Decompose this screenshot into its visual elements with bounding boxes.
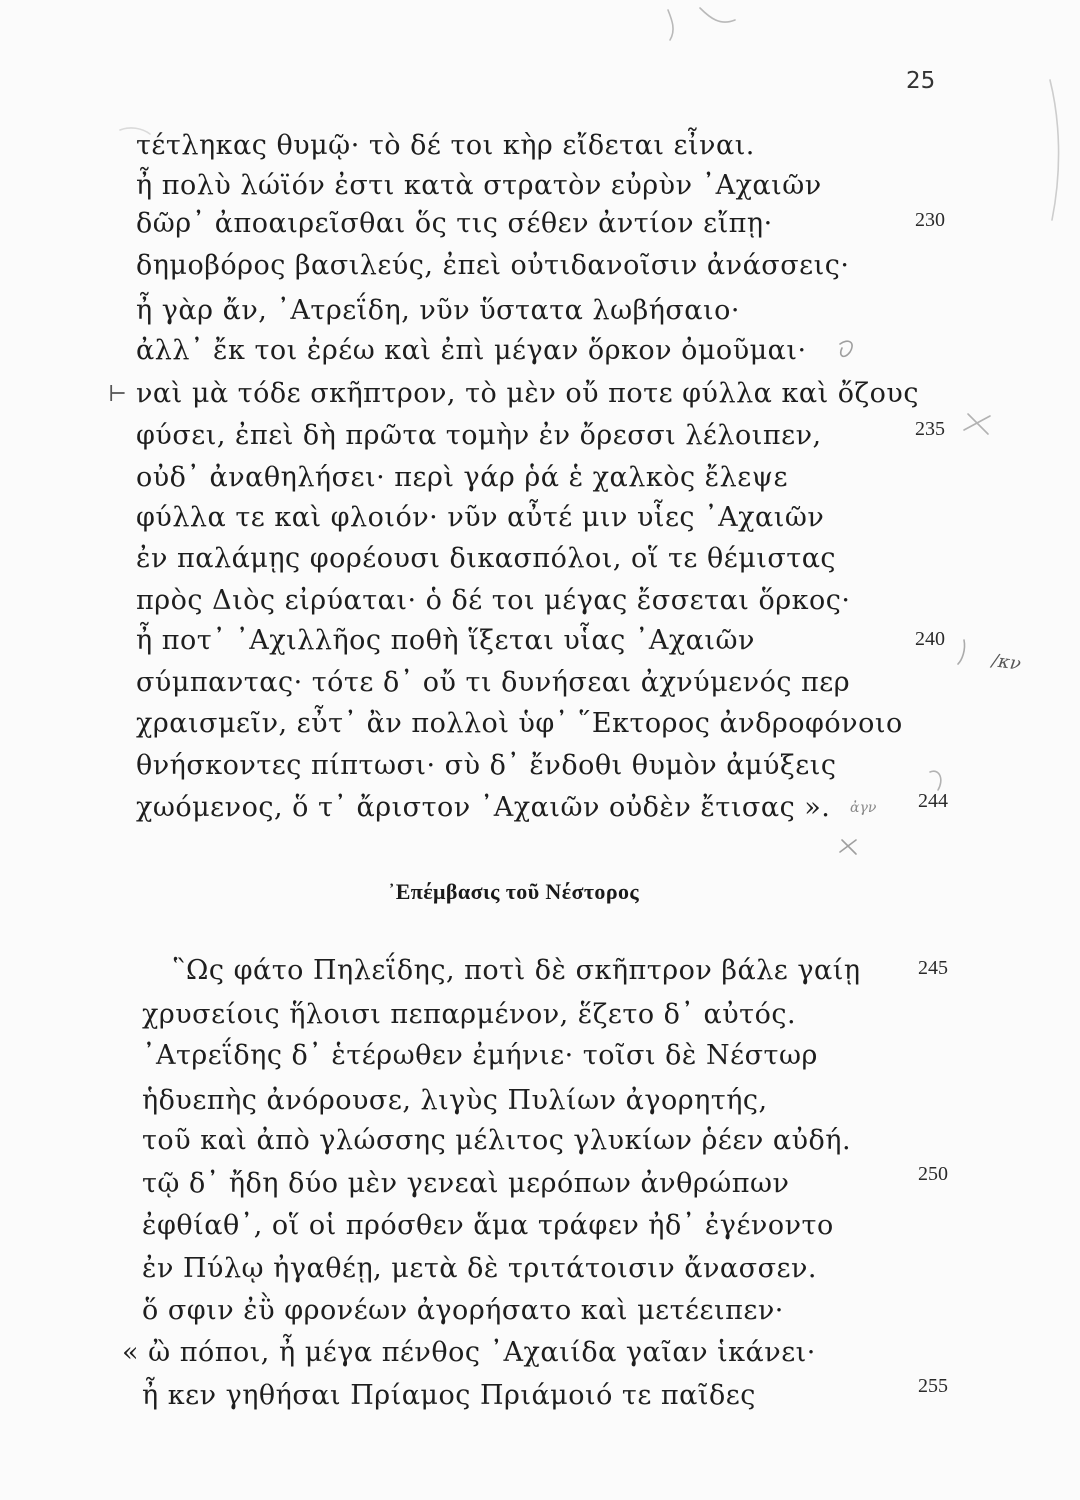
verse-line: τοῦ καὶ ἀπὸ γλώσσης μέλιτος γλυκίων ῥέεν αὐδή. <box>142 1125 852 1156</box>
verse-line: θνήσκοντες πίπτωσι· σὺ δ᾿ ἔνδοθι θυμὸν ἀμύξεις <box>136 750 837 781</box>
verse-line: ἡδυεπὴς ἀνόρουσε, λιγὺς Πυλίων ἀγορητής, <box>142 1085 768 1116</box>
line-number: 235 <box>915 418 945 440</box>
verse-line: πρὸς Διὸς εἰρύαται· ὁ δέ τοι μέγας ἔσσεται ὅρκος· <box>136 585 851 616</box>
verse-line: ἐφθίαθ᾿, οἵ οἱ πρόσθεν ἅμα τράφεν ἠδ᾿ ἐγένοντο <box>142 1210 834 1241</box>
verse-line: ὅ σφιν ἐῢ φρονέων ἀγορήσατο καὶ μετέειπεν· <box>142 1295 784 1326</box>
verse-line: τῷ δ᾿ ἤδη δύο μὲν γενεαὶ μερόπων ἀνθρώπων <box>142 1168 790 1199</box>
verse-line: φύσει, ἐπεὶ δὴ πρῶτα τομὴν ἐν ὄρεσσι λέλοιπεν, <box>136 420 822 451</box>
verse-line: χρυσείοις ἥλοισι πεπαρμένον, ἕζετο δ᾿ αὐτός. <box>142 999 797 1030</box>
verse-line: ἐν Πύλῳ ἠγαθέῃ, μετὰ δὲ τριτάτοισιν ἄνασσεν. <box>142 1253 817 1284</box>
section-heading: ᾿Επέμβασις τοῦ Νέστορος <box>388 879 640 904</box>
verse-line: δημοβόρος βασιλεύς, ἐπεὶ οὐτιδανοῖσιν ἀνάσσεις· <box>136 250 850 281</box>
verse-line: « ὢ πόποι, ἦ μέγα πένθος ᾿Αχαιίδα γαῖαν ἱκάνει· <box>122 1337 816 1368</box>
verse-line: ἦ ποτ᾿ ᾿Αχιλλῆος ποθὴ ἵξεται υἷας ᾿Αχαιῶν <box>136 625 755 656</box>
verse-line: ἐν παλάμῃς φορέουσι δικασπόλοι, οἵ τε θέμιστας <box>136 543 837 574</box>
margin-annotation: ἀγν <box>850 800 877 816</box>
line-number: 230 <box>915 209 945 231</box>
verse-line: ἦ κεν γηθήσαι Πρίαμος Πριάμοιό τε παῖδες <box>142 1380 756 1411</box>
verse-line: οὐδ᾿ ἀναθηλήσει· περὶ γάρ ῥά ἑ χαλκὸς ἔλεψε <box>136 462 788 493</box>
verse-line: ᾿Ατρεΐδης δ᾿ ἑτέρωθεν ἐμήνιε· τοῖσι δὲ Νέστωρ <box>142 1040 818 1071</box>
line-number: 255 <box>918 1375 948 1397</box>
verse-line: ῝Ως φάτο Πηλεΐδης, ποτὶ δὲ σκῆπτρον βάλε γαίῃ <box>172 955 861 986</box>
verse-line: χραισμεῖν, εὖτ᾿ ἂν πολλοὶ ὑφ᾿ ῞Εκτορος ἀνδροφόνοιο <box>136 708 903 739</box>
verse-line: ἦ γὰρ ἄν, ᾿Ατρεΐδη, νῦν ὕστατα λωβήσαιο· <box>136 295 740 326</box>
page-number: 25 <box>906 68 936 94</box>
verse-line: σύμπαντας· τότε δ᾿ οὔ τι δυνήσεαι ἀχνύμενός περ <box>136 667 851 698</box>
verse-line: φύλλα τε καὶ φλοιόν· νῦν αὖτέ μιν υἷες ᾿Αχαιῶν <box>136 502 825 533</box>
verse-line: τέτληκας θυμῷ· τὸ δέ τοι κὴρ εἴδεται εἶναι. <box>136 130 755 161</box>
line-number: 250 <box>918 1163 948 1185</box>
line-number: 244 <box>918 790 948 812</box>
verse-line: δῶρ᾿ ἀποαιρεῖσθαι ὅς τις σέθεν ἀντίον εἴπῃ· <box>136 208 773 239</box>
verse-line: ἦ πολὺ λώϊόν ἐστι κατὰ στρατὸν εὐρὺν ᾿Αχαιῶν <box>136 170 822 201</box>
margin-annotation: /κν <box>990 650 1023 675</box>
verse-line: ἀλλ᾿ ἔκ τοι ἐρέω καὶ ἐπὶ μέγαν ὅρκον ὀμοῦμαι· <box>136 335 807 366</box>
verse-line: ναὶ μὰ τόδε σκῆπτρον, τὸ μὲν οὔ ποτε φύλλα καὶ ὄζους <box>136 378 919 409</box>
verse-line: χωόμενος, ὅ τ᾿ ἄριστον ᾿Αχαιῶν οὐδὲν ἔτισας ». <box>136 792 831 823</box>
line-number: 245 <box>918 957 948 979</box>
line-number: 240 <box>915 628 945 650</box>
insertion-mark: ⊢ <box>108 382 127 407</box>
